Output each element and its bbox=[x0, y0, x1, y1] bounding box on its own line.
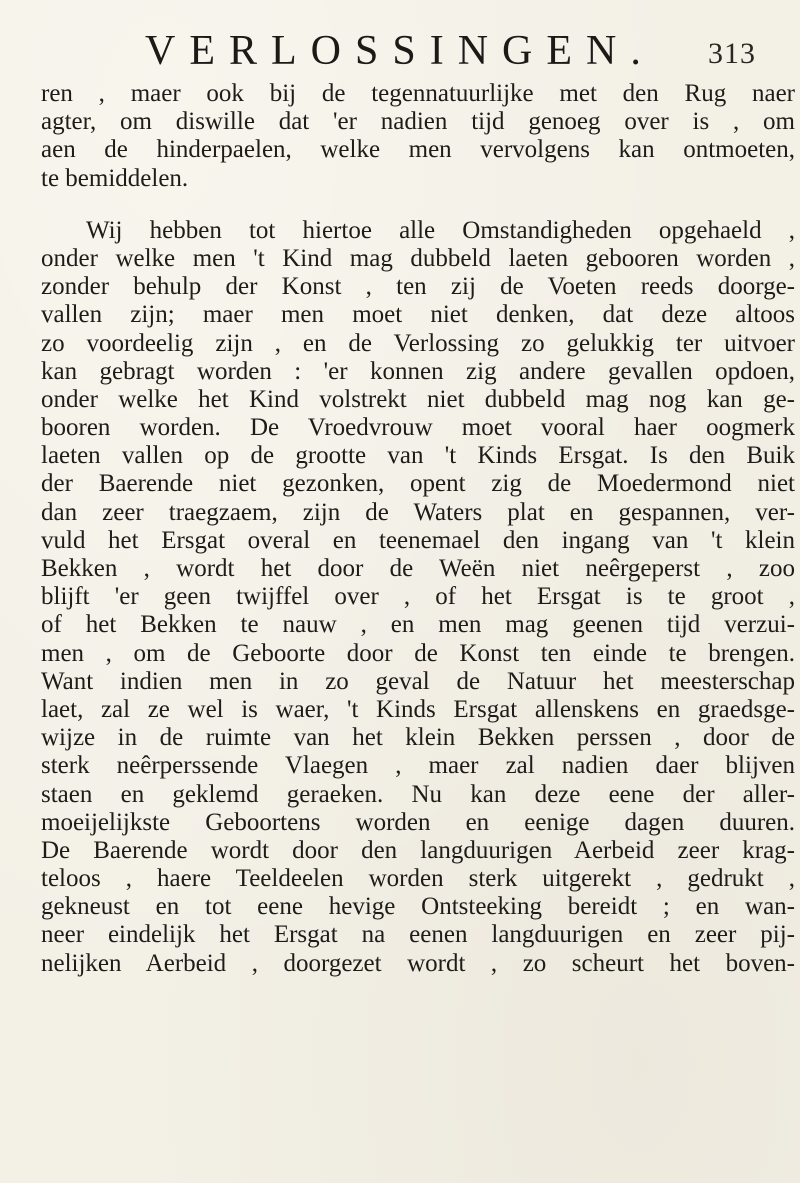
text-line: agter, om diswille dat 'er nadien tijd genoeg over is , om bbox=[41, 108, 795, 136]
text-line: Wij hebben tot hiertoe alle Omstandigheden opgehaeld , bbox=[86, 216, 795, 244]
text-line: men , om de Geboorte door de Konst ten einde te brengen. bbox=[41, 639, 795, 667]
text-line: blijft 'er geen twijffel over , of het Ersgat is te groot , bbox=[41, 583, 795, 611]
text-line: moeijelijkste Geboortens worden en eenige dagen duuren. bbox=[41, 808, 795, 836]
text-line: neer eindelijk het Ersgat na eenen langduurigen en zeer pij- bbox=[41, 921, 795, 949]
text-line: onder welke het Kind volstrekt niet dubbeld mag nog kan ge- bbox=[41, 385, 795, 413]
text-line: dan zeer traegzaem, zijn de Waters plat en gespannen, ver- bbox=[41, 498, 795, 526]
text-line: Bekken , wordt het door de Weën niet neêrgeperst , zoo bbox=[41, 555, 795, 582]
text-line: zo voordeelig zijn , en de Verlossing zo gelukkig ter uitvoer bbox=[41, 329, 795, 357]
paragraph-1 bbox=[41, 80, 795, 193]
text-line: ren , maer ook bij de tegennatuurlijke met den Rug naer bbox=[41, 80, 795, 107]
text-line: zonder behulp der Konst , ten zij de Voeten reeds doorge- bbox=[41, 273, 795, 301]
body-text bbox=[41, 80, 795, 978]
text-line: vuld het Ersgat overal en teenemael den ingang van 't klein bbox=[41, 526, 795, 554]
text-line: booren worden. De Vroedvrouw moet vooral haer oogmerk bbox=[41, 414, 795, 442]
text-line: wijze in de ruimte van het klein Bekken perssen , door de bbox=[41, 724, 795, 752]
paragraph-2 bbox=[41, 217, 795, 978]
text-line: Want indien men in zo geval de Natuur het meesterschap bbox=[41, 667, 795, 695]
text-line: De Baerende wordt door den langduurigen Aerbeid zeer krag- bbox=[41, 836, 795, 864]
text-line: nelijken Aerbeid , doorgezet wordt , zo scheurt het boven- bbox=[41, 949, 795, 977]
running-head: VERLOSSINGEN. bbox=[145, 28, 655, 74]
text-line: staen en geklemd geraeken. Nu kan deze eene der aller- bbox=[41, 780, 795, 808]
text-line: onder welke men 't Kind mag dubbeld laeten gebooren worden , bbox=[41, 244, 795, 272]
text-line: aen de hinderpaelen, welke men vervolgens kan ontmoeten, bbox=[41, 136, 795, 164]
text-line: kan gebragt worden : 'er konnen zig andere gevallen opdoen, bbox=[41, 357, 795, 385]
text-line: te bemiddelen. bbox=[41, 164, 189, 192]
text-line: der Baerende niet gezonken, opent zig de Moedermond niet bbox=[41, 470, 795, 498]
page-header bbox=[0, 26, 800, 76]
page-number: 313 bbox=[708, 37, 756, 70]
text-line: of het Bekken te nauw , en men mag geenen tijd verzui- bbox=[41, 611, 795, 639]
text-line: teloos , haere Teeldeelen worden sterk uitgerekt , gedrukt , bbox=[41, 865, 795, 893]
text-line: sterk neêrperssende Vlaegen , maer zal nadien daer blijven bbox=[41, 752, 795, 780]
text-line: gekneust en tot eene hevige Ontsteeking bereidt ; en wan- bbox=[41, 893, 795, 921]
text-line: vallen zijn; maer men moet niet denken, dat deze altoos bbox=[41, 301, 795, 329]
text-line: laet, zal ze wel is waer, 't Kinds Ersgat allenskens en graedsge- bbox=[41, 695, 795, 723]
paragraph-gap bbox=[41, 193, 795, 217]
text-line: laeten vallen op de grootte van 't Kinds Ersgat. Is den Buik bbox=[41, 442, 795, 470]
